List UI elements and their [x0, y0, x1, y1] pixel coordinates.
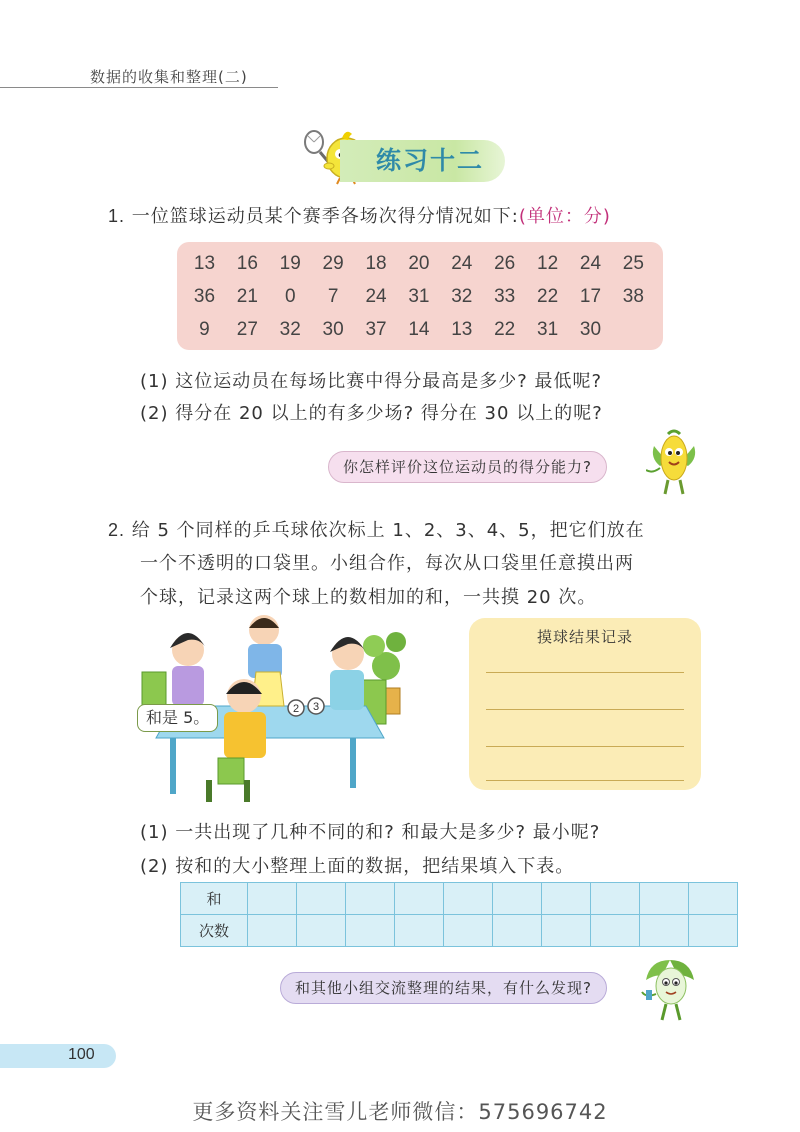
blank-cell[interactable]: [689, 883, 738, 915]
question-2-sub-1: (1) 一共出现了几种不同的和? 和最大是多少? 最小呢?: [140, 822, 601, 843]
question-1-prompt: [108, 198, 611, 235]
score-value: 24: [365, 285, 387, 307]
hint-bubble-2: 和其他小组交流整理的结果，有什么发现?: [280, 972, 607, 1004]
score-value: 14: [408, 318, 430, 340]
score-value: 9: [199, 318, 210, 340]
hint-bubble-1: 你怎样评价这位运动员的得分能力?: [328, 451, 607, 483]
question-2-text: 给 5 个同样的乒乓球依次标上 1、2、3、4、5，把它们放在: [131, 520, 645, 541]
score-value: 32: [451, 285, 473, 307]
blank-cell[interactable]: [346, 883, 395, 915]
blank-cell[interactable]: [591, 915, 640, 947]
score-value: 33: [494, 285, 516, 307]
blank-cell[interactable]: [395, 915, 444, 947]
question-1-number: 1.: [108, 206, 126, 226]
speech-bubble-sum: 和是 5。: [137, 704, 218, 732]
score-value: 32: [279, 318, 301, 340]
blank-cell[interactable]: [444, 915, 493, 947]
exercise-title: 练习十二: [376, 146, 485, 175]
score-value: 37: [365, 318, 387, 340]
blank-cell[interactable]: [297, 883, 346, 915]
score-value: 26: [494, 252, 516, 274]
score-value: 7: [327, 285, 339, 307]
record-line: [486, 672, 684, 673]
corn-mascot-icon: [646, 428, 702, 500]
blank-cell[interactable]: [542, 883, 591, 915]
score-value: 22: [494, 318, 516, 340]
score-value: 24: [451, 252, 473, 274]
score-value: 22: [537, 285, 559, 307]
table-row: [181, 883, 738, 915]
score-value: 13: [193, 252, 216, 274]
question-2-number: 2.: [108, 520, 126, 540]
record-line: [486, 709, 684, 710]
header-rule: [0, 87, 278, 88]
question-2-line-2: 一个不透明的口袋里。小组合作，每次从口袋里任意摸出两: [140, 553, 634, 574]
table-row: [181, 915, 738, 947]
sum-tally-table: [180, 882, 738, 947]
blank-cell[interactable]: [395, 883, 444, 915]
score-value: 24: [579, 252, 602, 274]
question-1-sub-2: (2) 得分在 20 以上的有多少场? 得分在 30 以上的呢?: [140, 403, 603, 424]
record-line: [486, 780, 684, 781]
score-value: 30: [322, 318, 344, 340]
score-value: 29: [322, 252, 344, 274]
blank-cell[interactable]: [493, 915, 542, 947]
question-2-sub-2: (2) 按和的大小整理上面的数据，把结果填入下表。: [140, 856, 575, 877]
score-value: 18: [365, 252, 387, 274]
row-header-sum: 和: [181, 883, 248, 915]
blank-cell[interactable]: [493, 883, 542, 915]
score-value: 0: [284, 285, 296, 307]
score-value: 12: [537, 252, 559, 274]
blank-cell[interactable]: [591, 883, 640, 915]
score-value: 17: [579, 285, 602, 307]
score-row: [183, 280, 655, 313]
page-number-tab: [0, 1044, 116, 1068]
record-card-title: 摸球结果记录: [536, 628, 633, 646]
question-2-line-3: 个球，记录这两个球上的数相加的和，一共摸 20 次。: [140, 587, 597, 608]
question-1-sub-1: (1) 这位运动员在每场比赛中得分最高是多少? 最低呢?: [140, 371, 603, 392]
ball-number: 3: [312, 701, 320, 713]
score-value: 30: [579, 318, 602, 340]
unit-label: (单位：分): [518, 206, 611, 227]
blank-cell[interactable]: [640, 883, 689, 915]
blank-cell[interactable]: [346, 915, 395, 947]
question-1-text: 一位篮球运动员某个赛季各场次得分情况如下:: [131, 206, 519, 227]
blank-cell[interactable]: [640, 915, 689, 947]
blank-cell[interactable]: [444, 883, 493, 915]
score-value: 21: [236, 285, 258, 307]
score-value: 31: [408, 285, 430, 307]
page-number: 100: [68, 1046, 95, 1063]
footer-note: 更多资料关注雪儿老师微信：575696742: [192, 1100, 608, 1124]
blank-cell[interactable]: [689, 915, 738, 947]
score-value: 36: [193, 285, 216, 307]
cabbage-mascot-icon: [640, 950, 702, 1024]
score-value: 20: [408, 252, 430, 274]
score-value: 19: [279, 252, 301, 274]
blank-cell[interactable]: [297, 915, 346, 947]
score-value: 16: [236, 252, 258, 274]
score-value: 13: [451, 318, 473, 340]
score-value: 25: [622, 252, 644, 274]
running-head: 数据的收集和整理(二): [90, 68, 248, 86]
score-row: [183, 247, 655, 280]
blank-cell[interactable]: [248, 915, 297, 947]
record-line: [486, 746, 684, 747]
blank-cell[interactable]: [248, 883, 297, 915]
score-grid: [183, 247, 655, 346]
blank-cell[interactable]: [542, 915, 591, 947]
score-value: 31: [537, 318, 559, 340]
row-header-count: 次数: [181, 915, 248, 947]
score-value: 38: [622, 285, 644, 307]
ball-number: 2: [292, 703, 300, 715]
score-row: [183, 313, 655, 346]
question-2-line-1: [108, 512, 645, 549]
score-value: 27: [236, 318, 258, 340]
